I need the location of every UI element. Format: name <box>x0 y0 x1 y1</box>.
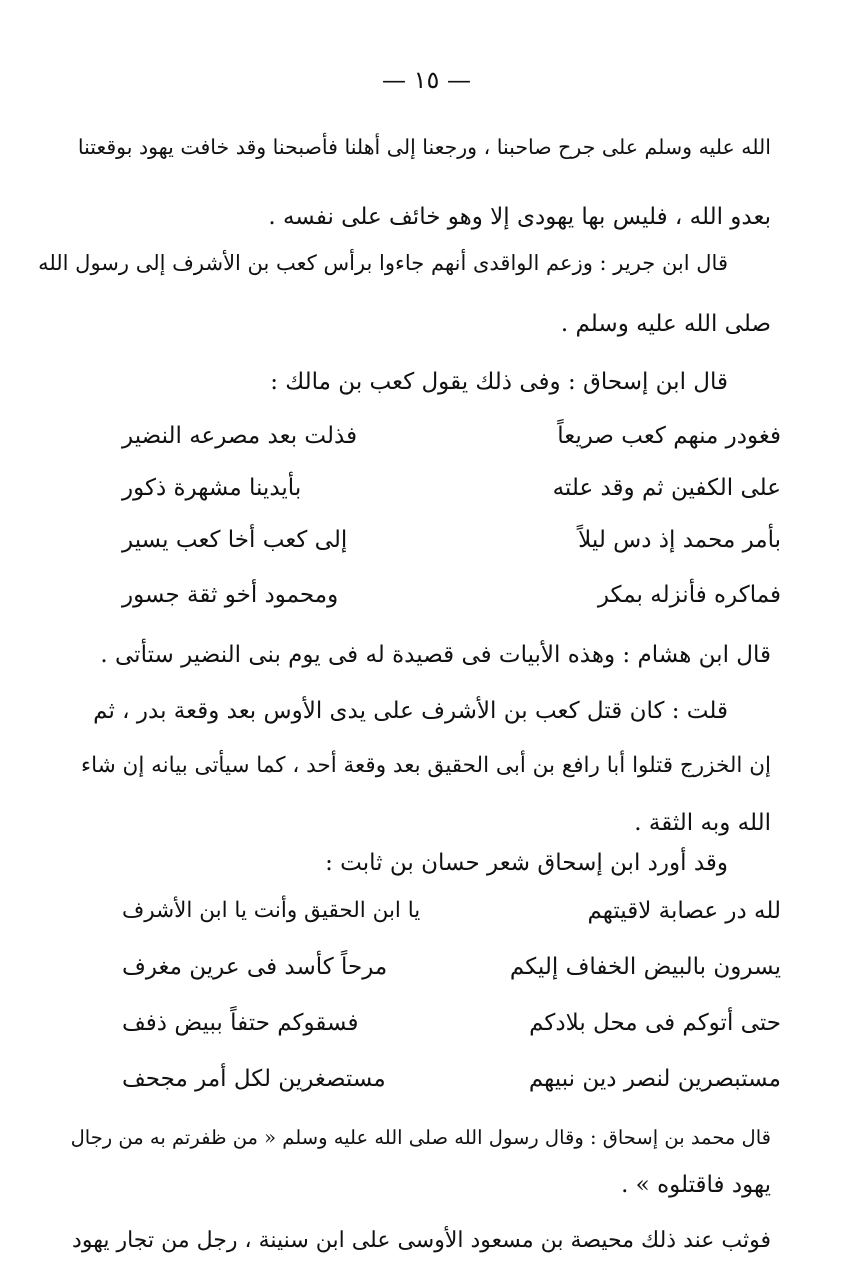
poem-2-verse-4-second-hemistich: مستصغرين لكل أمر مجحف <box>122 1066 386 1092</box>
poem-1-verse-3-second-hemistich: إلى كعب أخا كعب يسير <box>122 527 348 553</box>
paragraph-4-line-1: قلت : كان قتل كعب بن الأشرف على يدى الأوس بعد وقعة بدر ، ثم <box>93 698 728 724</box>
paragraph-5-line-1: قال محمد بن إسحاق : وقال رسول الله صلى الله عليه وسلم « من ظفرتم به من رجال <box>70 1126 771 1149</box>
poem-2-verse-3-first-hemistich: حتى أتوكم فى محل بلادكم <box>529 1010 781 1036</box>
paragraph-4-line-2: إن الخزرج قتلوا أبا رافع بن أبى الحقيق بعد وقعة أحد ، كما سيأتى بيانه إن شاء <box>81 753 771 778</box>
paragraph-2-line-1: قال ابن جرير : وزعم الواقدى أنهم جاءوا برأس كعب بن الأشرف إلى رسول الله <box>38 251 728 275</box>
poem-1-verse-2-second-hemistich: بأيدينا مشهرة ذكور <box>122 475 302 501</box>
poem-1-intro: قال ابن إسحاق : وفى ذلك يقول كعب بن مالك : <box>270 369 728 395</box>
paragraph-5-line-2: يهود فاقتلوه » . <box>621 1172 771 1198</box>
page-number: — ١٥ — <box>381 66 472 94</box>
poem-2-verse-1-first-hemistich: لله در عصابة لاقيتهم <box>587 898 781 924</box>
poem-1-verse-1-second-hemistich: فذلت بعد مصرعه النضير <box>122 423 358 449</box>
paragraph-4-line-3: الله وبه الثقة . <box>634 810 771 836</box>
paragraph-6-line-1: فوثب عند ذلك محيصة بن مسعود الأوسى على ابن سنينة ، رجل من تجار يهود <box>72 1228 771 1253</box>
poem-2-verse-4-first-hemistich: مستبصرين لنصر دين نبيهم <box>528 1066 781 1092</box>
poem-2-verse-1-second-hemistich: يا ابن الحقيق وأنت يا ابن الأشرف <box>122 898 421 923</box>
poem-1-verse-2-first-hemistich: على الكفين ثم وقد علته <box>552 475 781 501</box>
poem-2-verse-2-first-hemistich: يسرون بالبيض الخفاف إليكم <box>509 954 781 980</box>
poem-2-verse-2-second-hemistich: مرحاً كأسد فى عرين مغرف <box>122 954 388 980</box>
paragraph-3: قال ابن هشام : وهذه الأبيات فى قصيدة له فى يوم بنى النضير ستأتى . <box>100 642 771 668</box>
poem-1-verse-3-first-hemistich: بأمر محمد إذ دس ليلاً <box>578 527 781 553</box>
poem-2-verse-3-second-hemistich: فسقوكم حتفاً ببيض ذفف <box>122 1010 359 1036</box>
paragraph-1-line-1: الله عليه وسلم على جرح صاحبنا ، ورجعنا إلى أهلنا فأصبحنا وقد خافت يهود بوقعتنا <box>77 135 771 159</box>
poem-1-verse-4-second-hemistich: ومحمود أخو ثقة جسور <box>122 582 339 608</box>
poem-1-verse-4-first-hemistich: فماكره فأنزله بمكر <box>597 582 781 608</box>
poem-2-intro: وقد أورد ابن إسحاق شعر حسان بن ثابت : <box>325 850 728 876</box>
poem-1-verse-1-first-hemistich: فغودر منهم كعب صريعاً <box>557 423 781 449</box>
paragraph-1-line-2: بعدو الله ، فليس بها يهودى إلا وهو خائف على نفسه . <box>268 204 771 230</box>
paragraph-2-line-2: صلى الله عليه وسلم . <box>560 311 771 337</box>
